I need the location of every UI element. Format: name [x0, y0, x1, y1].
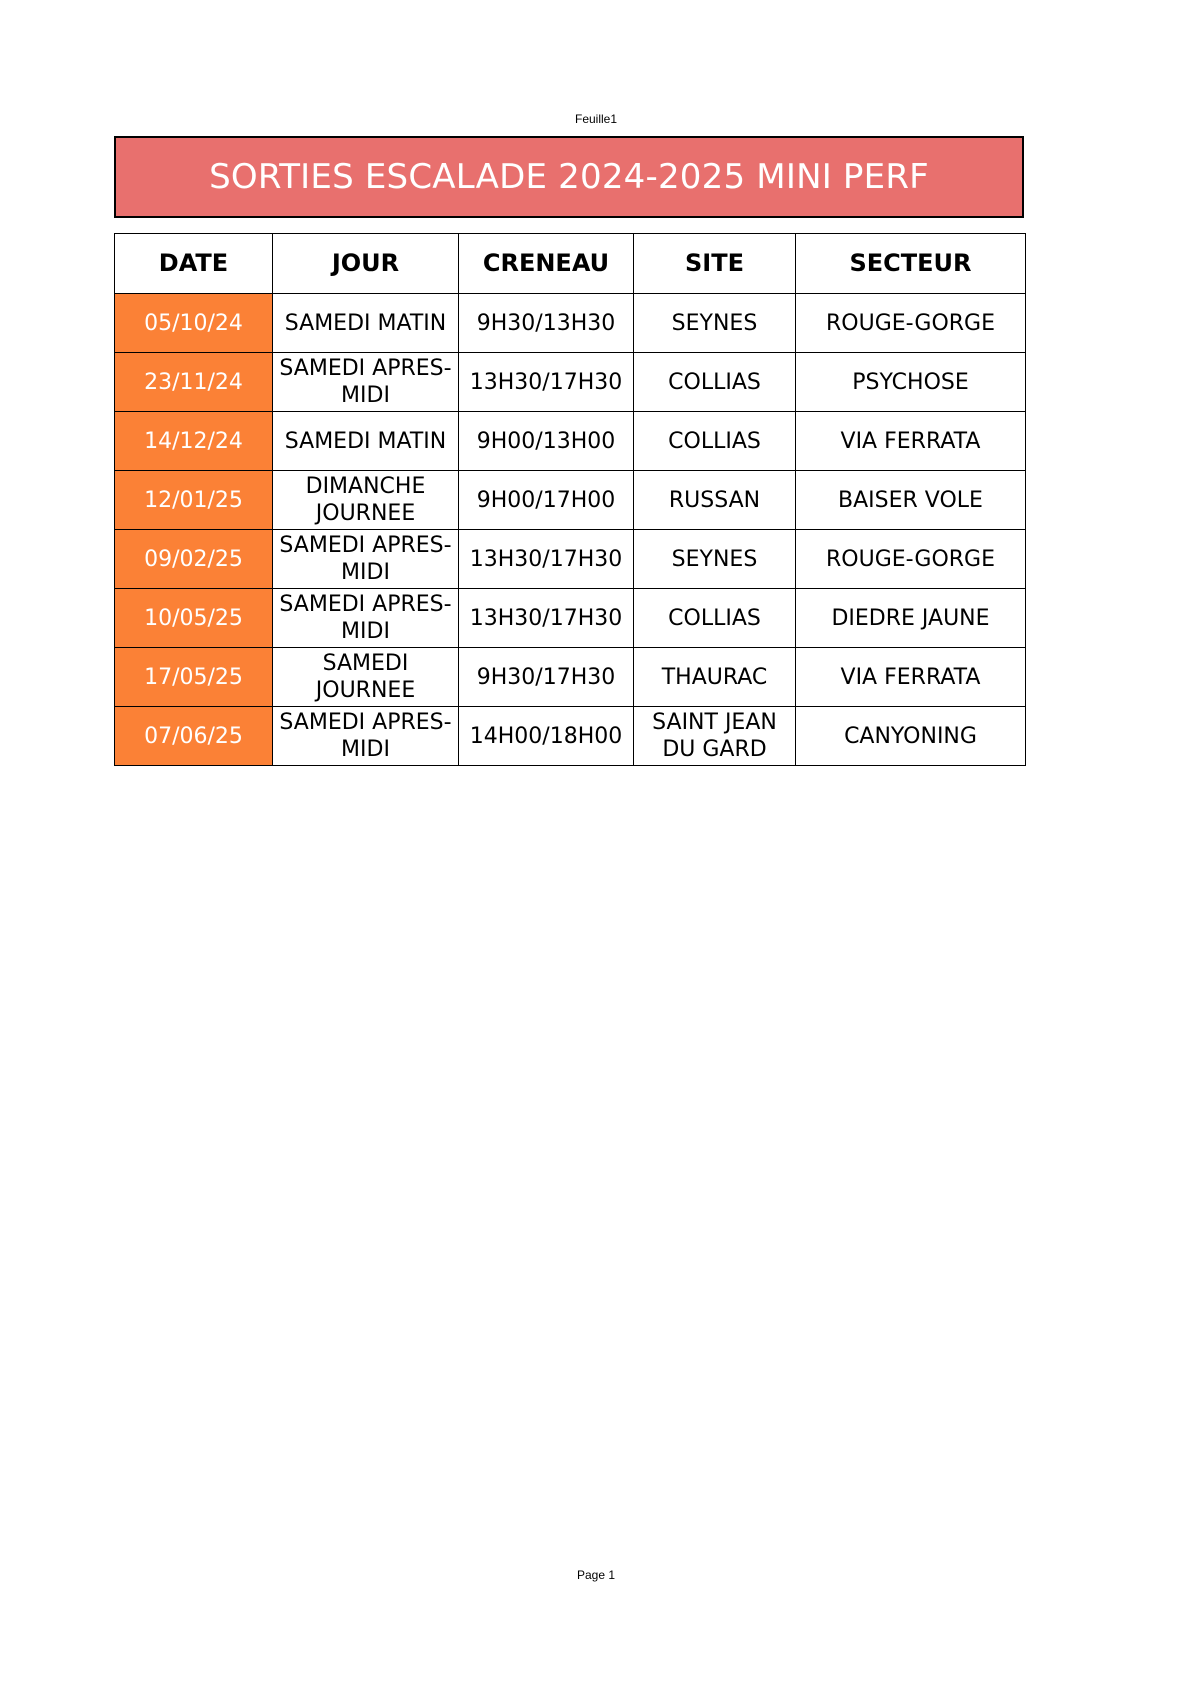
date-cell: 12/01/25	[115, 471, 273, 530]
site-cell: SEYNES	[634, 294, 796, 353]
creneau-cell: 9H30/17H30	[459, 648, 634, 707]
jour-cell: SAMEDI APRES-MIDI	[273, 707, 459, 766]
site-cell: COLLIAS	[634, 412, 796, 471]
site-cell: THAURAC	[634, 648, 796, 707]
header-row	[115, 234, 1026, 294]
jour-cell: SAMEDI MATIN	[273, 412, 459, 471]
date-cell: 05/10/24	[115, 294, 273, 353]
secteur-cell: DIEDRE JAUNE	[796, 589, 1026, 648]
date-cell: 10/05/25	[115, 589, 273, 648]
table-row	[115, 707, 1026, 766]
header-secteur: SECTEUR	[796, 234, 1026, 294]
header-jour: JOUR	[273, 234, 459, 294]
secteur-cell: VIA FERRATA	[796, 648, 1026, 707]
creneau-cell: 13H30/17H30	[459, 353, 634, 412]
page-footer: Page 1	[576, 1568, 616, 1582]
date-cell: 17/05/25	[115, 648, 273, 707]
secteur-cell: ROUGE-GORGE	[796, 530, 1026, 589]
table-row	[115, 412, 1026, 471]
page-header: Feuille1	[574, 112, 618, 126]
site-cell: RUSSAN	[634, 471, 796, 530]
header-site: SITE	[634, 234, 796, 294]
date-cell: 09/02/25	[115, 530, 273, 589]
header-creneau: CRENEAU	[459, 234, 634, 294]
table-row	[115, 589, 1026, 648]
jour-cell: SAMEDI MATIN	[273, 294, 459, 353]
creneau-cell: 13H30/17H30	[459, 589, 634, 648]
creneau-cell: 9H00/17H00	[459, 471, 634, 530]
jour-cell: SAMEDI JOURNEE	[273, 648, 459, 707]
jour-cell: SAMEDI APRES-MIDI	[273, 589, 459, 648]
secteur-cell: PSYCHOSE	[796, 353, 1026, 412]
sheet-title: SORTIES ESCALADE 2024-2025 MINI PERF	[114, 136, 1024, 218]
secteur-cell: ROUGE-GORGE	[796, 294, 1026, 353]
date-cell: 23/11/24	[115, 353, 273, 412]
date-cell: 14/12/24	[115, 412, 273, 471]
creneau-cell: 9H30/13H30	[459, 294, 634, 353]
table-row	[115, 648, 1026, 707]
creneau-cell: 13H30/17H30	[459, 530, 634, 589]
header-date: DATE	[115, 234, 273, 294]
secteur-cell: BAISER VOLE	[796, 471, 1026, 530]
jour-cell: SAMEDI APRES-MIDI	[273, 530, 459, 589]
jour-cell: SAMEDI APRES-MIDI	[273, 353, 459, 412]
site-cell: SEYNES	[634, 530, 796, 589]
site-cell: COLLIAS	[634, 589, 796, 648]
table-row	[115, 471, 1026, 530]
jour-cell: DIMANCHE JOURNEE	[273, 471, 459, 530]
site-cell: SAINT JEAN DU GARD	[634, 707, 796, 766]
table-row	[115, 294, 1026, 353]
secteur-cell: VIA FERRATA	[796, 412, 1026, 471]
table-row	[115, 353, 1026, 412]
table-row	[115, 530, 1026, 589]
date-cell: 07/06/25	[115, 707, 273, 766]
creneau-cell: 9H00/13H00	[459, 412, 634, 471]
creneau-cell: 14H00/18H00	[459, 707, 634, 766]
secteur-cell: CANYONING	[796, 707, 1026, 766]
site-cell: COLLIAS	[634, 353, 796, 412]
schedule-table	[114, 233, 1026, 766]
